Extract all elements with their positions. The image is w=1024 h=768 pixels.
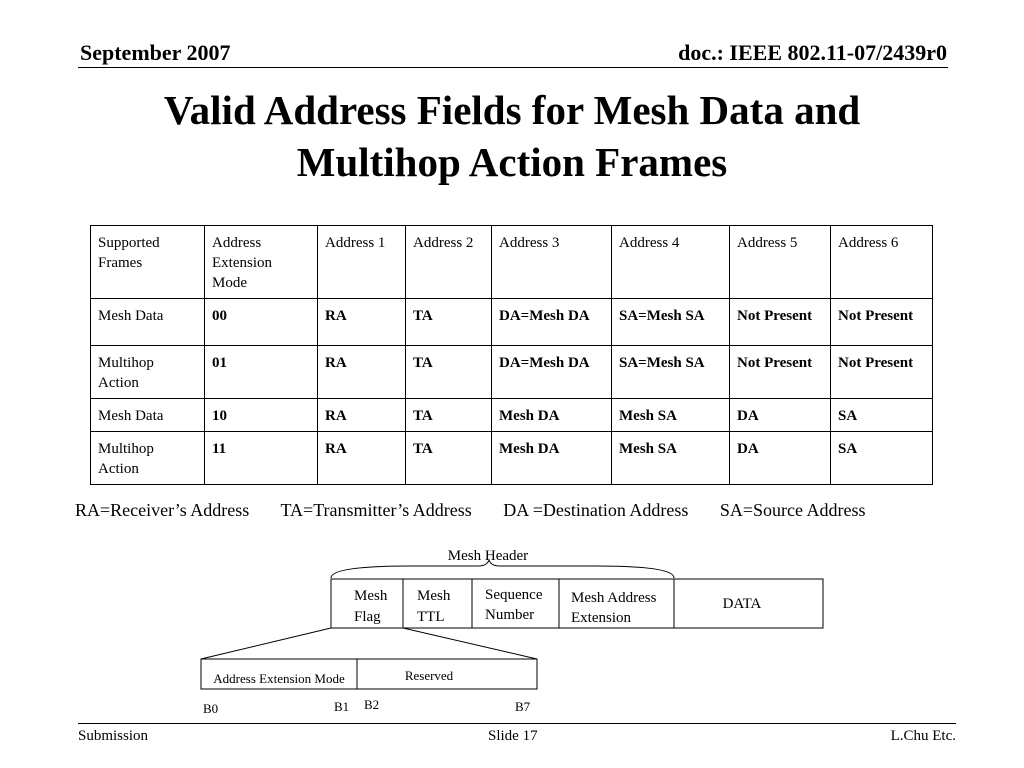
address-cell: Mesh DA [492, 432, 612, 485]
address-cell: Mesh SA [612, 432, 730, 485]
address-cell: SA [831, 399, 933, 432]
field-data: DATA [722, 596, 762, 612]
slide-title [60, 84, 964, 188]
legend-sa: SA=Source Address [719, 500, 866, 520]
frame-format-box [331, 579, 823, 628]
address-cell: TA [406, 432, 492, 485]
table-header-row [91, 226, 933, 299]
header-address-5: Address 5 [730, 226, 831, 299]
footer-author: L.Chu Etc. [890, 728, 956, 744]
field-sequence-number-line-1: Sequence [485, 587, 543, 603]
header-address-4: Address 4 [612, 226, 730, 299]
table-row [91, 346, 933, 399]
bit-b2-label: B2 [364, 697, 380, 712]
expansion-line-right [403, 628, 537, 659]
slide-title-line-1: Valid Address Fields for Mesh Data and [163, 87, 861, 133]
frame-cell: Mesh Data [91, 299, 205, 346]
header-supported-frames: Supported Frames [91, 226, 205, 299]
address-cell: DA=Mesh DA [492, 346, 612, 399]
legend-ra: RA=Receiver’s Address [75, 500, 250, 520]
field-mesh-flag-line-1: Mesh [354, 588, 388, 604]
mode-cell: 11 [205, 432, 318, 485]
flag-field-address-extension-mode: Address Extension Mode [213, 671, 345, 686]
footer-slide-number: Slide 17 [488, 728, 538, 744]
mode-cell: 10 [205, 399, 318, 432]
address-cell: DA [730, 432, 831, 485]
address-cell: RA [318, 346, 406, 399]
abbreviation-legend [75, 500, 955, 521]
bit-b7-label: B7 [515, 699, 531, 714]
header-address-2: Address 2 [406, 226, 492, 299]
address-cell: RA [318, 399, 406, 432]
legend-da: DA =Destination Address [503, 500, 689, 520]
address-cell: TA [406, 299, 492, 346]
expansion-line-left [201, 628, 331, 659]
address-cell: Mesh SA [612, 399, 730, 432]
address-cell: TA [406, 346, 492, 399]
frame-cell: Multihop Action [91, 346, 205, 399]
table-row [91, 299, 933, 346]
field-mesh-ttl-line-2: TTL [417, 609, 445, 625]
table-row [91, 399, 933, 432]
address-cell: Not Present [730, 346, 831, 399]
footer-divider [78, 723, 956, 724]
address-cell: SA=Mesh SA [612, 346, 730, 399]
bit-b1-label: B1 [334, 699, 350, 714]
address-cell: SA=Mesh SA [612, 299, 730, 346]
address-cell: RA [318, 432, 406, 485]
address-cell: Mesh DA [492, 399, 612, 432]
slide-title-line-2: Multihop Action Frames [296, 139, 728, 185]
address-cell: TA [406, 399, 492, 432]
address-cell: Not Present [831, 346, 933, 399]
field-mesh-flag-line-2: Flag [354, 609, 381, 625]
field-mesh-ttl-line-1: Mesh [417, 588, 451, 604]
frame-cell: Multihop Action [91, 432, 205, 485]
legend-ta: TA=Transmitter’s Address [280, 500, 472, 520]
mesh-header-label: Mesh Header [447, 548, 529, 564]
address-cell: SA [831, 432, 933, 485]
address-cell: Not Present [730, 299, 831, 346]
address-cell: DA [730, 399, 831, 432]
field-sequence-number-line-2: Number [485, 607, 535, 623]
bit-b0-label: B0 [203, 701, 219, 716]
header-address-6: Address 6 [831, 226, 933, 299]
mode-cell: 00 [205, 299, 318, 346]
header-address-1: Address 1 [318, 226, 406, 299]
field-mesh-address-extension-line-1: Mesh Address [571, 590, 657, 606]
table-row [91, 432, 933, 485]
mode-cell: 01 [205, 346, 318, 399]
header-date: September 2007 [80, 40, 231, 65]
address-cell: DA=Mesh DA [492, 299, 612, 346]
header-address-extension-mode: Address Extension Mode [205, 226, 318, 299]
address-cell: Not Present [831, 299, 933, 346]
frame-cell: Mesh Data [91, 399, 205, 432]
mesh-flag-box [201, 659, 537, 689]
header-doc-id: doc.: IEEE 802.11-07/2439r0 [678, 40, 947, 65]
mesh-header-brace [331, 560, 674, 578]
address-cell: RA [318, 299, 406, 346]
header-address-3: Address 3 [492, 226, 612, 299]
field-mesh-address-extension-line-2: Extension [571, 610, 631, 626]
address-fields-table [90, 225, 933, 485]
flag-field-reserved: Reserved [404, 668, 454, 683]
footer-submission: Submission [78, 728, 149, 744]
header-divider [78, 67, 948, 68]
